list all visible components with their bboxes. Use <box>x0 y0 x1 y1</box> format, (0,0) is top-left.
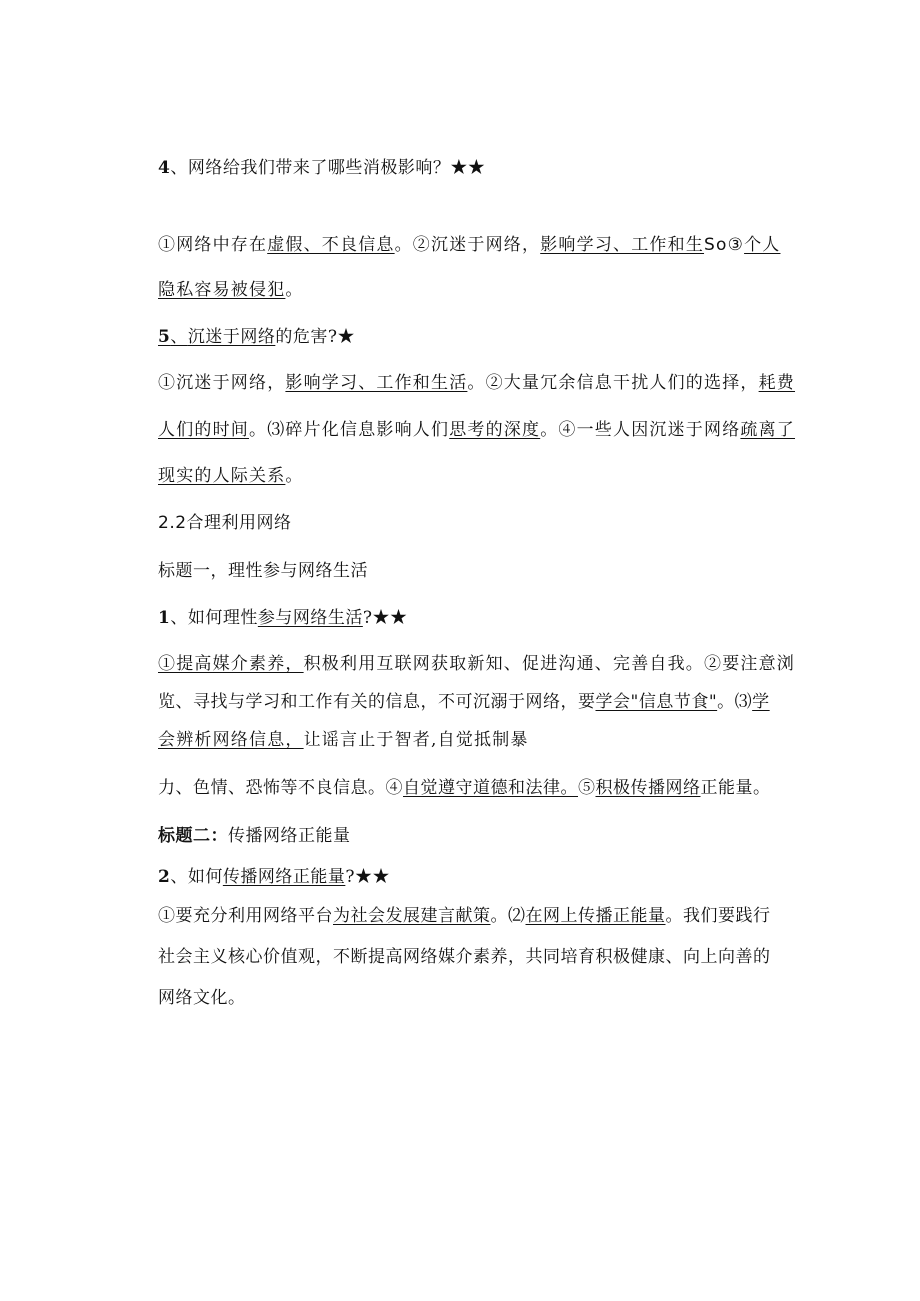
underlined-keyword: ①提高媒介素养， <box>158 654 304 674</box>
question-4-answer-line-1: ①网络中存在虚假、不良信息。②沉迷于网络，影响学习、工作和生So③个人 <box>158 235 781 255</box>
subtitle-1: 标题一，理性参与网络生活 <box>158 561 368 581</box>
question-4-heading <box>158 157 485 179</box>
question-4-answer-line-2: 隐私容易被侵犯。 <box>158 280 304 300</box>
question-5-answer-line-2: 人们的时间。⑶碎片化信息影响人们思考的深度。④一些人因沉迷于网络疏离了 <box>158 420 796 440</box>
underlined-keyword: 沉迷于网络 <box>187 327 276 347</box>
underlined-keyword: 虚假、不良信息 <box>267 235 395 255</box>
subtitle-2: 标题二：传播网络正能量 <box>158 826 351 846</box>
question-2-answer-line-2: 社会主义核心价值观，不断提高网络媒介素养，共同培育积极健康、向上向善的 <box>158 947 771 967</box>
question-number: 5 <box>158 327 171 347</box>
underlined-keyword: 传播网络正能量 <box>222 867 346 887</box>
question-5-answer-line-3: 现实的人际关系。 <box>158 466 304 486</box>
underlined-keyword: 影响学习、工作和生 <box>540 235 705 255</box>
question-2-answer-line-3: 网络文化。 <box>158 988 246 1008</box>
underlined-keyword: 隐私容易被侵犯 <box>158 280 286 300</box>
question-1-answer-line-2: 览、寻找与学习和工作有关的信息，不可沉溺于网络，要学会"信息节食"。⑶学 <box>158 692 770 712</box>
underlined-keyword: 疏离了 <box>740 420 796 440</box>
underlined-keyword: 思考的深度 <box>449 420 541 440</box>
underlined-keyword: 耗费 <box>758 373 796 393</box>
question-1-answer-line-3: 会辨析网络信息，让谣言止于智者,自觉抵制暴 <box>158 730 529 750</box>
underlined-keyword: 现实的人际关系 <box>158 466 286 486</box>
question-number: 2 <box>158 867 171 887</box>
underlined-keyword: 会辨析网络信息， <box>158 730 304 750</box>
question-text: 、网络给我们带来了哪些消极影响？★★ <box>170 158 486 178</box>
section-heading <box>158 512 292 534</box>
underlined-keyword: 个人 <box>744 235 781 255</box>
question-number: 1 <box>158 608 171 628</box>
underlined-keyword: 影响学习、工作和生活 <box>285 373 468 393</box>
underlined-keyword: 参与网络生活 <box>257 608 363 628</box>
underlined-keyword: 在网上传播正能量 <box>525 906 666 926</box>
underlined-keyword: 学会"信息节食" <box>595 692 718 712</box>
question-1-answer-line-1: ①提高媒介素养，积极利用互联网获取新知、促进沟通、完善自我。②要注意浏 <box>158 654 796 674</box>
question-5-heading: 5、沉迷于网络的危害?★ <box>158 327 355 347</box>
underlined-keyword: 人们的时间 <box>158 420 249 440</box>
section-number: 2.2 <box>158 513 187 533</box>
underlined-keyword: 学 <box>752 692 770 712</box>
question-2-heading: 2、如何传播网络正能量?★★ <box>158 867 390 887</box>
question-5-answer-line-1: ①沉迷于网络，影响学习、工作和生活。②大量冗余信息干扰人们的选择，耗费 <box>158 373 796 393</box>
question-1-answer-line-4: 力、色情、恐怖等不良信息。④自觉遵守道德和法律。⑤积极传播网络正能量。 <box>158 778 771 798</box>
underlined-keyword: 为社会发展建言献策 <box>333 906 491 926</box>
question-1-heading: 1、如何理性参与网络生活?★★ <box>158 608 408 628</box>
underlined-keyword: 积极传播网络 <box>595 778 701 798</box>
section-title: 合理利用网络 <box>186 513 292 533</box>
question-number: 4 <box>158 158 171 178</box>
question-2-answer-line-1: ①要充分利用网络平台为社会发展建言献策。⑵在网上传播正能量。我们要践行 <box>158 906 771 926</box>
underlined-keyword: 自觉遵守道德和法律。 <box>403 778 578 798</box>
